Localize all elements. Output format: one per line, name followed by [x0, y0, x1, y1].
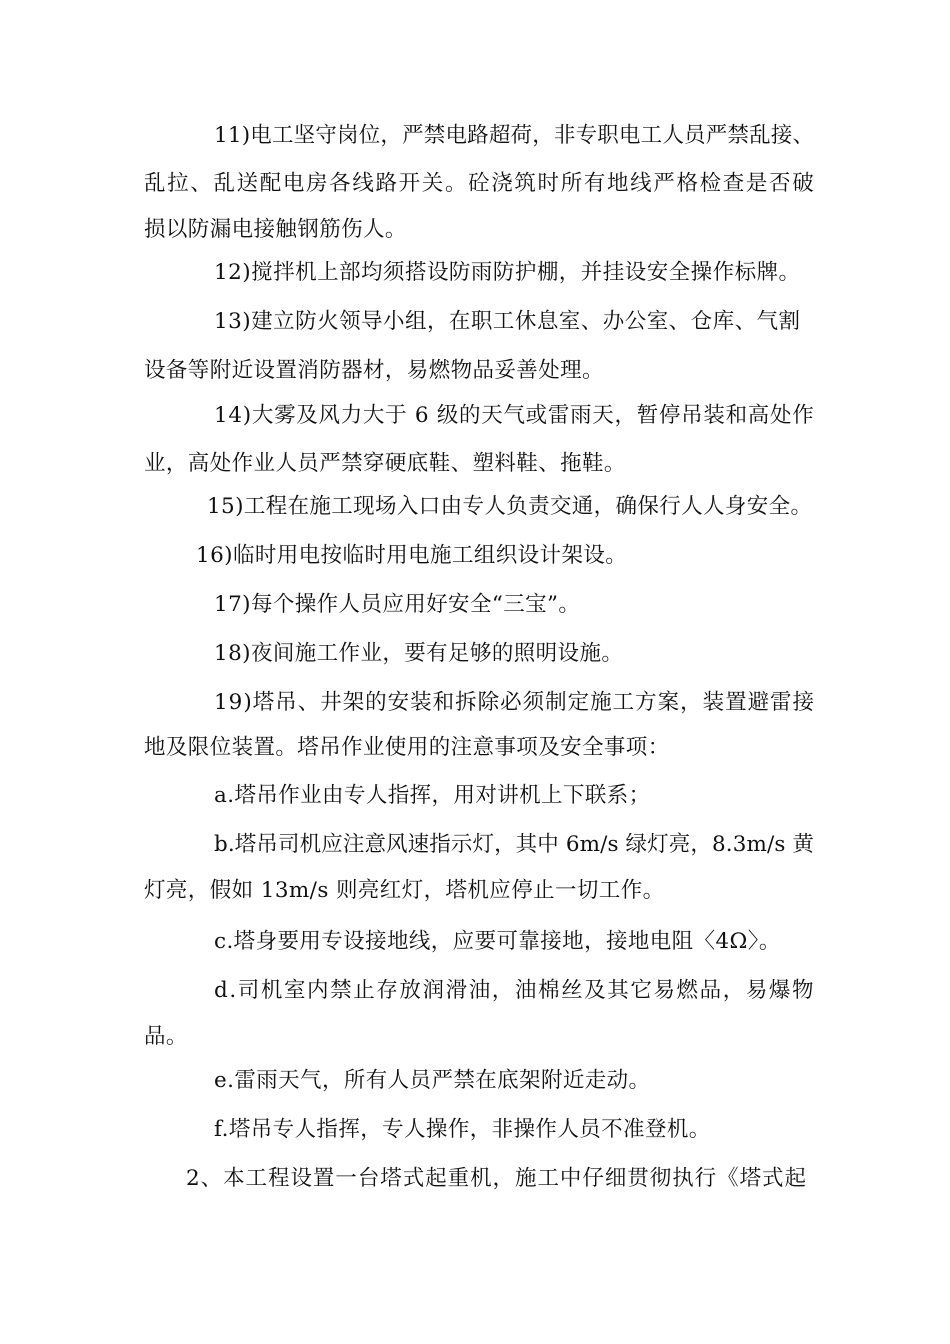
- text-line: b.塔吊司机应注意风速指示灯，其中 6m/s 绿灯亮，8.3m/s 黄: [214, 832, 815, 857]
- text-line: 品。: [144, 1024, 188, 1049]
- text-line: 损以防漏电接触钢筋伤人。: [144, 217, 407, 242]
- text-line: e.雷雨天气，所有人员严禁在底架附近走动。: [214, 1068, 651, 1093]
- text-line: 灯亮，假如 13m/s 则亮红灯，塔机应停止一切工作。: [144, 878, 665, 903]
- text-line: 乱拉、乱送配电房各线路开关。砼浇筑时所有地线严格检查是否破: [144, 171, 816, 196]
- text-line: a.塔吊作业由专人指挥，用对讲机上下联系；: [214, 783, 651, 808]
- text-line: 地及限位装置。塔吊作业使用的注意事项及安全事项：: [144, 735, 670, 760]
- text-line: 业，高处作业人员严禁穿硬底鞋、塑料鞋、拖鞋。: [144, 451, 626, 476]
- text-line: f.塔吊专人指挥，专人操作，非操作人员不准登机。: [214, 1117, 711, 1142]
- text-line: 设备等附近设置消防器材，易燃物品妥善处理。: [144, 358, 604, 383]
- text-line: 19)塔吊、井架的安装和拆除必须制定施工方案，装置避雷接: [214, 690, 816, 715]
- text-line: 16)临时用电按临时用电施工组织设计架设。: [196, 543, 628, 568]
- text-line: d.司机室内禁止存放润滑油，油棉丝及其它易燃品，易爆物: [214, 978, 816, 1003]
- text-line: 12)搅拌机上部均须搭设防雨防护棚，并挂设安全操作标牌。: [214, 260, 801, 285]
- text-line: 2、本工程设置一台塔式起重机，施工中仔细贯彻执行《塔式起: [186, 1166, 807, 1191]
- text-line: 17)每个操作人员应用好安全“三宝”。: [214, 592, 581, 617]
- text-line: 18)夜间施工作业，要有足够的照明设施。: [214, 641, 624, 666]
- text-line: 15)工程在施工现场入口由专人负责交通，确保行人人身安全。: [207, 494, 813, 519]
- text-line: 14)大雾及风力大于 6 级的天气或雷雨天，暂停吊装和高处作: [214, 403, 815, 428]
- text-line: 13)建立防火领导小组，在职工休息室、办公室、仓库、气割: [214, 309, 801, 334]
- text-line: 11)电工坚守岗位，严禁电路超荷，非专职电工人员严禁乱接、: [214, 123, 815, 148]
- text-line: c.塔身要用专设接地线，应要可靠接地，接地电阻〈4Ω〉。: [214, 929, 781, 954]
